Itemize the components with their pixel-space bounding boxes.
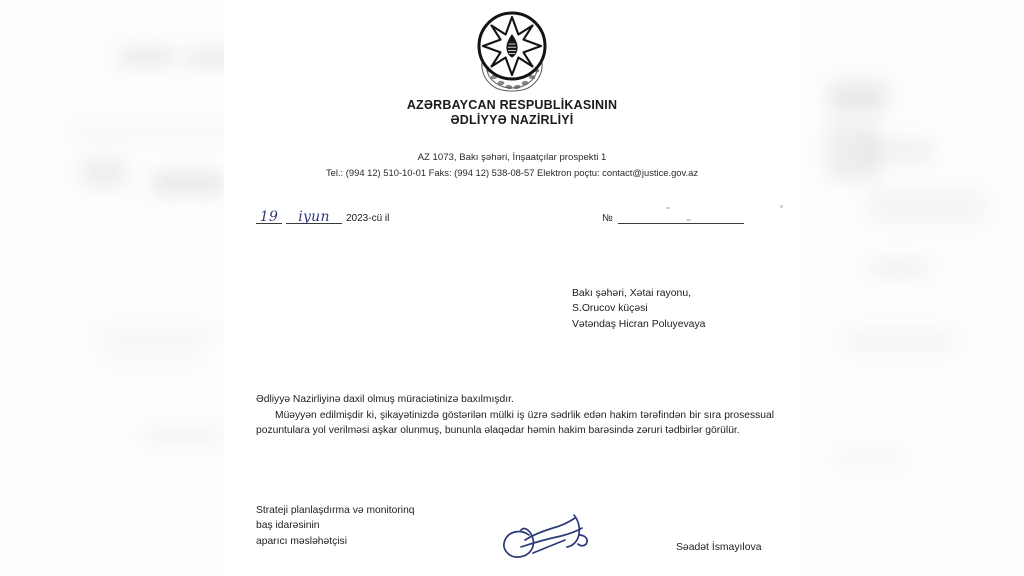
signatory-title-line1: Strateji planlaşdırma və monitorinq: [256, 505, 415, 516]
signatory-title: [256, 503, 415, 549]
body-paragraph-1: Ədliyyə Nazirliyinə daxil olmuş müraciətinizə baxılmışdır.: [256, 394, 514, 405]
date-year: 2023-cü il: [346, 213, 390, 224]
signature-block: [256, 503, 780, 573]
recipient-line3: Vətəndaş Hicran Poluyevaya: [572, 318, 706, 330]
blurred-background-right: [789, 0, 1024, 576]
recipient-block: [572, 286, 705, 332]
org-title-line2: ƏDLİYYƏ NAZİRLİYİ: [450, 113, 574, 127]
contact-line: Tel.: (994 12) 510-10-01 Faks: (994 12) 538-08-57 Elektron poçtu: contact@justice.gov.az: [325, 167, 699, 178]
recipient-line1: Bakı şəhəri, Xətai rayonu,: [572, 288, 691, 299]
date-day-field: [256, 211, 282, 224]
letter-body: [256, 392, 774, 439]
address-line: AZ 1073, Bakı şəhəri, İnşaatçılar prospekti 1: [417, 152, 607, 163]
date-block: [256, 211, 389, 224]
recipient-line2: S.Orucov küçəsi: [572, 303, 648, 315]
reference-label: №: [602, 213, 613, 224]
date-day-handwritten: 19: [259, 209, 279, 225]
date-month-field: [286, 211, 342, 224]
blurred-background-left: [0, 0, 235, 576]
organisation-title: [224, 98, 800, 128]
scanned-document-page: [224, 0, 800, 576]
reference-value-field: [618, 211, 744, 224]
org-title-line1: AZƏRBAYCAN RESPUBLİKASININ: [406, 98, 618, 112]
azerbaijan-state-emblem-icon: [466, 4, 558, 96]
signatory-name: Səadət İsmayılova: [676, 542, 762, 553]
signatory-title-line3: aparıcı məsləhətçisi: [256, 535, 347, 547]
date-reference-row: [224, 205, 800, 239]
signatory-title-line2: baş idarəsinin: [256, 520, 320, 532]
date-month-handwritten: iyun: [298, 209, 330, 225]
handwritten-signature: [499, 509, 595, 567]
body-paragraph-2: Müəyyən edilmişdir ki, şikayətinizdə göstərilən mülki iş üzrə sədrlik edən hakim tərəfindən bir sıra prosessual pozuntulara yol verilməsi aşkar olunmuş, bununla əlaqədar həmin hakim barəsində zəruri tədbirlər görülür.: [256, 409, 774, 437]
reference-block: [602, 211, 744, 224]
letterhead-address-block: [224, 150, 800, 180]
